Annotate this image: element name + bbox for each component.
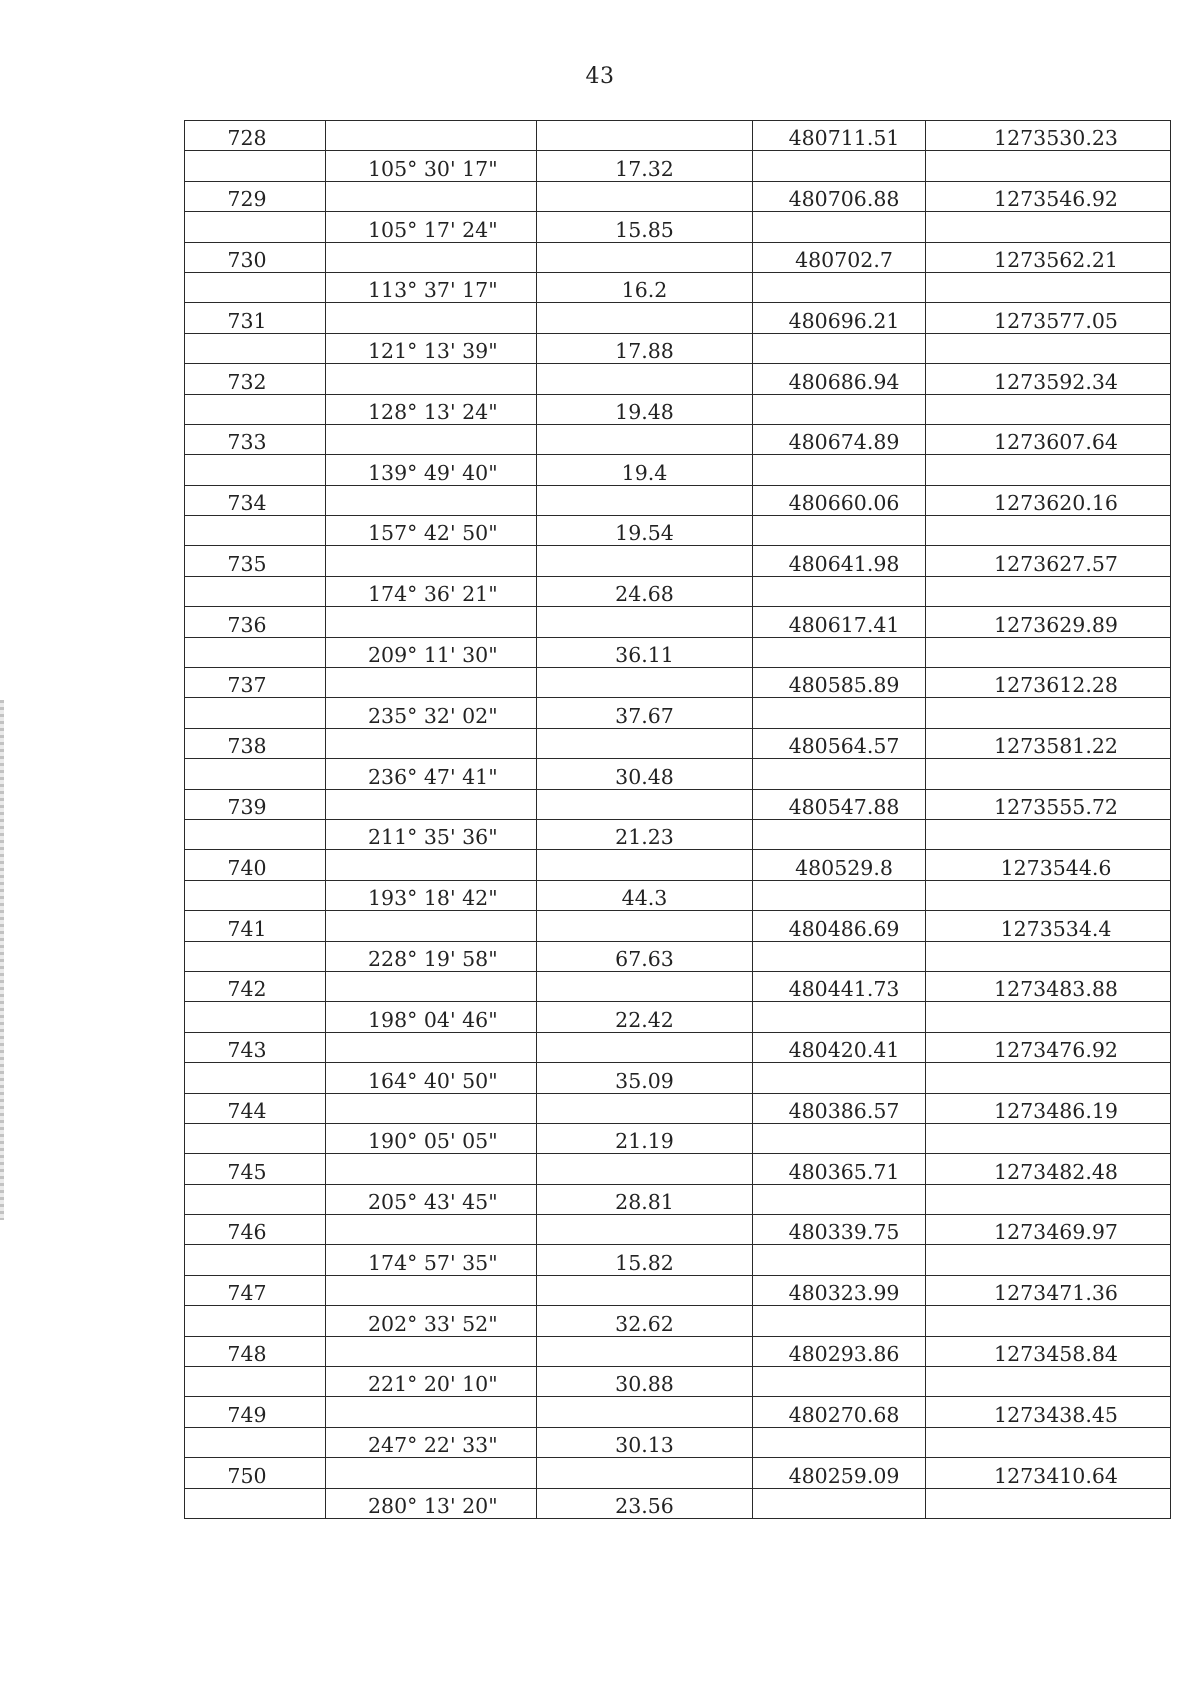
direction-angle-cell — [326, 850, 537, 880]
point-row — [185, 1458, 1171, 1488]
point-row — [185, 1032, 1171, 1062]
point-row — [185, 1275, 1171, 1305]
y-coordinate-cell: 1273607.64 — [926, 424, 1171, 454]
distance-cell: 28.81 — [537, 1184, 753, 1214]
distance-cell: 36.11 — [537, 637, 753, 667]
direction-angle-cell — [326, 1154, 537, 1184]
y-coordinate-cell — [926, 394, 1171, 424]
y-coordinate-cell: 1273544.6 — [926, 850, 1171, 880]
y-coordinate-cell — [926, 455, 1171, 485]
x-coordinate-cell: 480564.57 — [753, 728, 926, 758]
distance-cell — [537, 607, 753, 637]
point-number-cell: 745 — [185, 1154, 326, 1184]
distance-cell: 15.82 — [537, 1245, 753, 1275]
point-number-cell — [185, 759, 326, 789]
point-number-cell — [185, 455, 326, 485]
y-coordinate-cell — [926, 1123, 1171, 1153]
distance-cell: 17.88 — [537, 333, 753, 363]
distance-cell: 19.48 — [537, 394, 753, 424]
point-row — [185, 1215, 1171, 1245]
y-coordinate-cell — [926, 516, 1171, 546]
x-coordinate-cell: 480529.8 — [753, 850, 926, 880]
y-coordinate-cell — [926, 212, 1171, 242]
x-coordinate-cell — [753, 1488, 926, 1518]
point-row — [185, 364, 1171, 394]
direction-angle-cell: 198° 04' 46" — [326, 1002, 537, 1032]
x-coordinate-cell: 480339.75 — [753, 1215, 926, 1245]
y-coordinate-cell: 1273458.84 — [926, 1336, 1171, 1366]
direction-angle-cell — [326, 971, 537, 1001]
distance-cell — [537, 1458, 753, 1488]
x-coordinate-cell: 480686.94 — [753, 364, 926, 394]
x-coordinate-cell — [753, 516, 926, 546]
point-number-cell: 744 — [185, 1093, 326, 1123]
point-number-cell: 748 — [185, 1336, 326, 1366]
direction-angle-cell: 105° 30' 17" — [326, 151, 537, 181]
point-number-cell — [185, 1245, 326, 1275]
distance-cell — [537, 1397, 753, 1427]
y-coordinate-cell: 1273438.45 — [926, 1397, 1171, 1427]
x-coordinate-cell: 480711.51 — [753, 121, 926, 151]
point-number-cell: 740 — [185, 850, 326, 880]
direction-angle-cell — [326, 1032, 537, 1062]
coordinates-table-container — [184, 120, 1170, 1519]
point-number-cell — [185, 1123, 326, 1153]
point-number-cell — [185, 941, 326, 971]
distance-cell — [537, 242, 753, 272]
y-coordinate-cell — [926, 1488, 1171, 1518]
x-coordinate-cell — [753, 1245, 926, 1275]
x-coordinate-cell — [753, 637, 926, 667]
x-coordinate-cell — [753, 455, 926, 485]
direction-angle-cell: 157° 42' 50" — [326, 516, 537, 546]
distance-cell: 19.4 — [537, 455, 753, 485]
distance-cell: 37.67 — [537, 698, 753, 728]
x-coordinate-cell: 480293.86 — [753, 1336, 926, 1366]
x-coordinate-cell — [753, 576, 926, 606]
scan-edge-artifact — [0, 700, 4, 1220]
distance-cell — [537, 1275, 753, 1305]
y-coordinate-cell: 1273546.92 — [926, 181, 1171, 211]
direction-angle-cell — [326, 121, 537, 151]
segment-row — [185, 576, 1171, 606]
segment-row — [185, 1306, 1171, 1336]
x-coordinate-cell: 480259.09 — [753, 1458, 926, 1488]
distance-cell: 21.19 — [537, 1123, 753, 1153]
y-coordinate-cell — [926, 819, 1171, 849]
point-row — [185, 546, 1171, 576]
direction-angle-cell — [326, 1215, 537, 1245]
x-coordinate-cell: 480365.71 — [753, 1154, 926, 1184]
direction-angle-cell: 121° 13' 39" — [326, 333, 537, 363]
point-row — [185, 181, 1171, 211]
y-coordinate-cell — [926, 1245, 1171, 1275]
point-number-cell: 737 — [185, 668, 326, 698]
point-number-cell: 734 — [185, 485, 326, 515]
segment-row — [185, 1184, 1171, 1214]
x-coordinate-cell: 480486.69 — [753, 911, 926, 941]
segment-row — [185, 455, 1171, 485]
y-coordinate-cell — [926, 637, 1171, 667]
x-coordinate-cell — [753, 212, 926, 242]
segment-row — [185, 698, 1171, 728]
distance-cell: 67.63 — [537, 941, 753, 971]
point-row — [185, 850, 1171, 880]
point-number-cell — [185, 1063, 326, 1093]
y-coordinate-cell: 1273562.21 — [926, 242, 1171, 272]
point-number-cell — [185, 637, 326, 667]
point-number-cell — [185, 1488, 326, 1518]
direction-angle-cell — [326, 242, 537, 272]
point-number-cell: 733 — [185, 424, 326, 454]
y-coordinate-cell — [926, 151, 1171, 181]
y-coordinate-cell — [926, 333, 1171, 363]
point-number-cell — [185, 698, 326, 728]
distance-cell — [537, 971, 753, 1001]
y-coordinate-cell — [926, 1306, 1171, 1336]
direction-angle-cell — [326, 424, 537, 454]
direction-angle-cell — [326, 1093, 537, 1123]
x-coordinate-cell: 480420.41 — [753, 1032, 926, 1062]
y-coordinate-cell: 1273534.4 — [926, 911, 1171, 941]
x-coordinate-cell — [753, 1063, 926, 1093]
segment-row — [185, 394, 1171, 424]
direction-angle-cell: 209° 11' 30" — [326, 637, 537, 667]
segment-row — [185, 333, 1171, 363]
direction-angle-cell: 139° 49' 40" — [326, 455, 537, 485]
point-row — [185, 1397, 1171, 1427]
direction-angle-cell — [326, 485, 537, 515]
point-number-cell — [185, 1367, 326, 1397]
y-coordinate-cell: 1273486.19 — [926, 1093, 1171, 1123]
distance-cell — [537, 485, 753, 515]
point-row — [185, 607, 1171, 637]
y-coordinate-cell: 1273620.16 — [926, 485, 1171, 515]
point-number-cell: 730 — [185, 242, 326, 272]
x-coordinate-cell — [753, 151, 926, 181]
x-coordinate-cell — [753, 759, 926, 789]
point-number-cell: 738 — [185, 728, 326, 758]
direction-angle-cell: 205° 43' 45" — [326, 1184, 537, 1214]
page-number: 43 — [585, 64, 615, 89]
y-coordinate-cell: 1273471.36 — [926, 1275, 1171, 1305]
point-row — [185, 728, 1171, 758]
y-coordinate-cell: 1273410.64 — [926, 1458, 1171, 1488]
x-coordinate-cell — [753, 272, 926, 302]
x-coordinate-cell — [753, 1427, 926, 1457]
x-coordinate-cell — [753, 1367, 926, 1397]
y-coordinate-cell: 1273581.22 — [926, 728, 1171, 758]
x-coordinate-cell — [753, 819, 926, 849]
point-number-cell — [185, 151, 326, 181]
x-coordinate-cell: 480617.41 — [753, 607, 926, 637]
distance-cell: 24.68 — [537, 576, 753, 606]
segment-row — [185, 1123, 1171, 1153]
y-coordinate-cell: 1273629.89 — [926, 607, 1171, 637]
distance-cell — [537, 303, 753, 333]
distance-cell — [537, 911, 753, 941]
direction-angle-cell — [326, 181, 537, 211]
direction-angle-cell — [326, 789, 537, 819]
direction-angle-cell — [326, 1336, 537, 1366]
y-coordinate-cell — [926, 759, 1171, 789]
y-coordinate-cell — [926, 1002, 1171, 1032]
y-coordinate-cell — [926, 880, 1171, 910]
distance-cell: 22.42 — [537, 1002, 753, 1032]
x-coordinate-cell: 480660.06 — [753, 485, 926, 515]
point-number-cell: 750 — [185, 1458, 326, 1488]
x-coordinate-cell: 480706.88 — [753, 181, 926, 211]
x-coordinate-cell: 480641.98 — [753, 546, 926, 576]
distance-cell — [537, 1093, 753, 1123]
point-number-cell: 728 — [185, 121, 326, 151]
point-row — [185, 668, 1171, 698]
direction-angle-cell: 128° 13' 24" — [326, 394, 537, 424]
direction-angle-cell — [326, 728, 537, 758]
point-row — [185, 303, 1171, 333]
x-coordinate-cell: 480702.7 — [753, 242, 926, 272]
direction-angle-cell: 247° 22' 33" — [326, 1427, 537, 1457]
distance-cell — [537, 364, 753, 394]
distance-cell: 19.54 — [537, 516, 753, 546]
point-number-cell: 742 — [185, 971, 326, 1001]
segment-row — [185, 637, 1171, 667]
point-number-cell: 731 — [185, 303, 326, 333]
y-coordinate-cell: 1273592.34 — [926, 364, 1171, 394]
x-coordinate-cell: 480323.99 — [753, 1275, 926, 1305]
direction-angle-cell — [326, 1458, 537, 1488]
y-coordinate-cell — [926, 698, 1171, 728]
distance-cell — [537, 1032, 753, 1062]
segment-row — [185, 272, 1171, 302]
direction-angle-cell — [326, 364, 537, 394]
distance-cell — [537, 789, 753, 819]
y-coordinate-cell — [926, 272, 1171, 302]
distance-cell — [537, 1336, 753, 1366]
x-coordinate-cell — [753, 698, 926, 728]
distance-cell: 17.32 — [537, 151, 753, 181]
point-row — [185, 424, 1171, 454]
distance-cell — [537, 546, 753, 576]
x-coordinate-cell: 480441.73 — [753, 971, 926, 1001]
direction-angle-cell: 105° 17' 24" — [326, 212, 537, 242]
point-number-cell — [185, 516, 326, 546]
distance-cell: 21.23 — [537, 819, 753, 849]
direction-angle-cell — [326, 1397, 537, 1427]
point-number-cell: 747 — [185, 1275, 326, 1305]
segment-row — [185, 759, 1171, 789]
point-number-cell: 729 — [185, 181, 326, 211]
point-row — [185, 1336, 1171, 1366]
distance-cell: 32.62 — [537, 1306, 753, 1336]
y-coordinate-cell: 1273627.57 — [926, 546, 1171, 576]
segment-row — [185, 1488, 1171, 1518]
point-number-cell — [185, 1306, 326, 1336]
direction-angle-cell: 174° 36' 21" — [326, 576, 537, 606]
direction-angle-cell: 174° 57' 35" — [326, 1245, 537, 1275]
x-coordinate-cell — [753, 1306, 926, 1336]
distance-cell: 35.09 — [537, 1063, 753, 1093]
x-coordinate-cell — [753, 1002, 926, 1032]
segment-row — [185, 1002, 1171, 1032]
point-number-cell — [185, 576, 326, 606]
distance-cell: 30.13 — [537, 1427, 753, 1457]
y-coordinate-cell — [926, 941, 1171, 971]
direction-angle-cell: 193° 18' 42" — [326, 880, 537, 910]
x-coordinate-cell — [753, 1123, 926, 1153]
distance-cell: 23.56 — [537, 1488, 753, 1518]
segment-row — [185, 1063, 1171, 1093]
direction-angle-cell — [326, 911, 537, 941]
point-number-cell — [185, 272, 326, 302]
point-row — [185, 971, 1171, 1001]
point-number-cell: 743 — [185, 1032, 326, 1062]
x-coordinate-cell — [753, 880, 926, 910]
y-coordinate-cell: 1273483.88 — [926, 971, 1171, 1001]
point-number-cell: 749 — [185, 1397, 326, 1427]
x-coordinate-cell: 480547.88 — [753, 789, 926, 819]
direction-angle-cell — [326, 303, 537, 333]
point-number-cell: 739 — [185, 789, 326, 819]
segment-row — [185, 941, 1171, 971]
point-number-cell: 735 — [185, 546, 326, 576]
direction-angle-cell: 113° 37' 17" — [326, 272, 537, 302]
segment-row — [185, 880, 1171, 910]
x-coordinate-cell — [753, 394, 926, 424]
point-number-cell — [185, 1002, 326, 1032]
distance-cell — [537, 181, 753, 211]
distance-cell: 30.48 — [537, 759, 753, 789]
direction-angle-cell: 235° 32' 02" — [326, 698, 537, 728]
point-row — [185, 485, 1171, 515]
y-coordinate-cell: 1273555.72 — [926, 789, 1171, 819]
y-coordinate-cell: 1273482.48 — [926, 1154, 1171, 1184]
distance-cell: 16.2 — [537, 272, 753, 302]
y-coordinate-cell — [926, 1063, 1171, 1093]
segment-row — [185, 151, 1171, 181]
x-coordinate-cell: 480270.68 — [753, 1397, 926, 1427]
segment-row — [185, 1427, 1171, 1457]
point-row — [185, 1093, 1171, 1123]
direction-angle-cell: 164° 40' 50" — [326, 1063, 537, 1093]
point-row — [185, 911, 1171, 941]
point-number-cell — [185, 394, 326, 424]
point-row — [185, 789, 1171, 819]
y-coordinate-cell: 1273469.97 — [926, 1215, 1171, 1245]
x-coordinate-cell: 480696.21 — [753, 303, 926, 333]
distance-cell — [537, 728, 753, 758]
segment-row — [185, 1367, 1171, 1397]
point-number-cell: 736 — [185, 607, 326, 637]
direction-angle-cell: 211° 35' 36" — [326, 819, 537, 849]
distance-cell — [537, 668, 753, 698]
direction-angle-cell: 280° 13' 20" — [326, 1488, 537, 1518]
direction-angle-cell — [326, 546, 537, 576]
point-number-cell: 732 — [185, 364, 326, 394]
point-row — [185, 242, 1171, 272]
distance-cell: 30.88 — [537, 1367, 753, 1397]
direction-angle-cell — [326, 607, 537, 637]
point-number-cell — [185, 880, 326, 910]
segment-row — [185, 1245, 1171, 1275]
point-row — [185, 121, 1171, 151]
distance-cell — [537, 850, 753, 880]
point-row — [185, 1154, 1171, 1184]
point-number-cell: 741 — [185, 911, 326, 941]
distance-cell — [537, 424, 753, 454]
direction-angle-cell: 202° 33' 52" — [326, 1306, 537, 1336]
point-number-cell — [185, 1184, 326, 1214]
point-number-cell — [185, 333, 326, 363]
direction-angle-cell: 236° 47' 41" — [326, 759, 537, 789]
y-coordinate-cell: 1273530.23 — [926, 121, 1171, 151]
x-coordinate-cell — [753, 941, 926, 971]
point-number-cell — [185, 819, 326, 849]
x-coordinate-cell — [753, 1184, 926, 1214]
segment-row — [185, 212, 1171, 242]
y-coordinate-cell: 1273577.05 — [926, 303, 1171, 333]
point-number-cell — [185, 1427, 326, 1457]
distance-cell — [537, 1215, 753, 1245]
y-coordinate-cell: 1273476.92 — [926, 1032, 1171, 1062]
y-coordinate-cell — [926, 1184, 1171, 1214]
point-number-cell — [185, 212, 326, 242]
x-coordinate-cell — [753, 333, 926, 363]
y-coordinate-cell — [926, 1427, 1171, 1457]
direction-angle-cell: 221° 20' 10" — [326, 1367, 537, 1397]
point-number-cell: 746 — [185, 1215, 326, 1245]
distance-cell — [537, 121, 753, 151]
y-coordinate-cell: 1273612.28 — [926, 668, 1171, 698]
distance-cell: 44.3 — [537, 880, 753, 910]
x-coordinate-cell: 480674.89 — [753, 424, 926, 454]
direction-angle-cell — [326, 668, 537, 698]
y-coordinate-cell — [926, 576, 1171, 606]
coordinates-table-body — [185, 121, 1171, 1519]
direction-angle-cell: 228° 19' 58" — [326, 941, 537, 971]
coordinates-table — [184, 120, 1171, 1519]
direction-angle-cell — [326, 1275, 537, 1305]
direction-angle-cell: 190° 05' 05" — [326, 1123, 537, 1153]
distance-cell — [537, 1154, 753, 1184]
y-coordinate-cell — [926, 1367, 1171, 1397]
segment-row — [185, 819, 1171, 849]
x-coordinate-cell: 480386.57 — [753, 1093, 926, 1123]
distance-cell: 15.85 — [537, 212, 753, 242]
x-coordinate-cell: 480585.89 — [753, 668, 926, 698]
segment-row — [185, 516, 1171, 546]
